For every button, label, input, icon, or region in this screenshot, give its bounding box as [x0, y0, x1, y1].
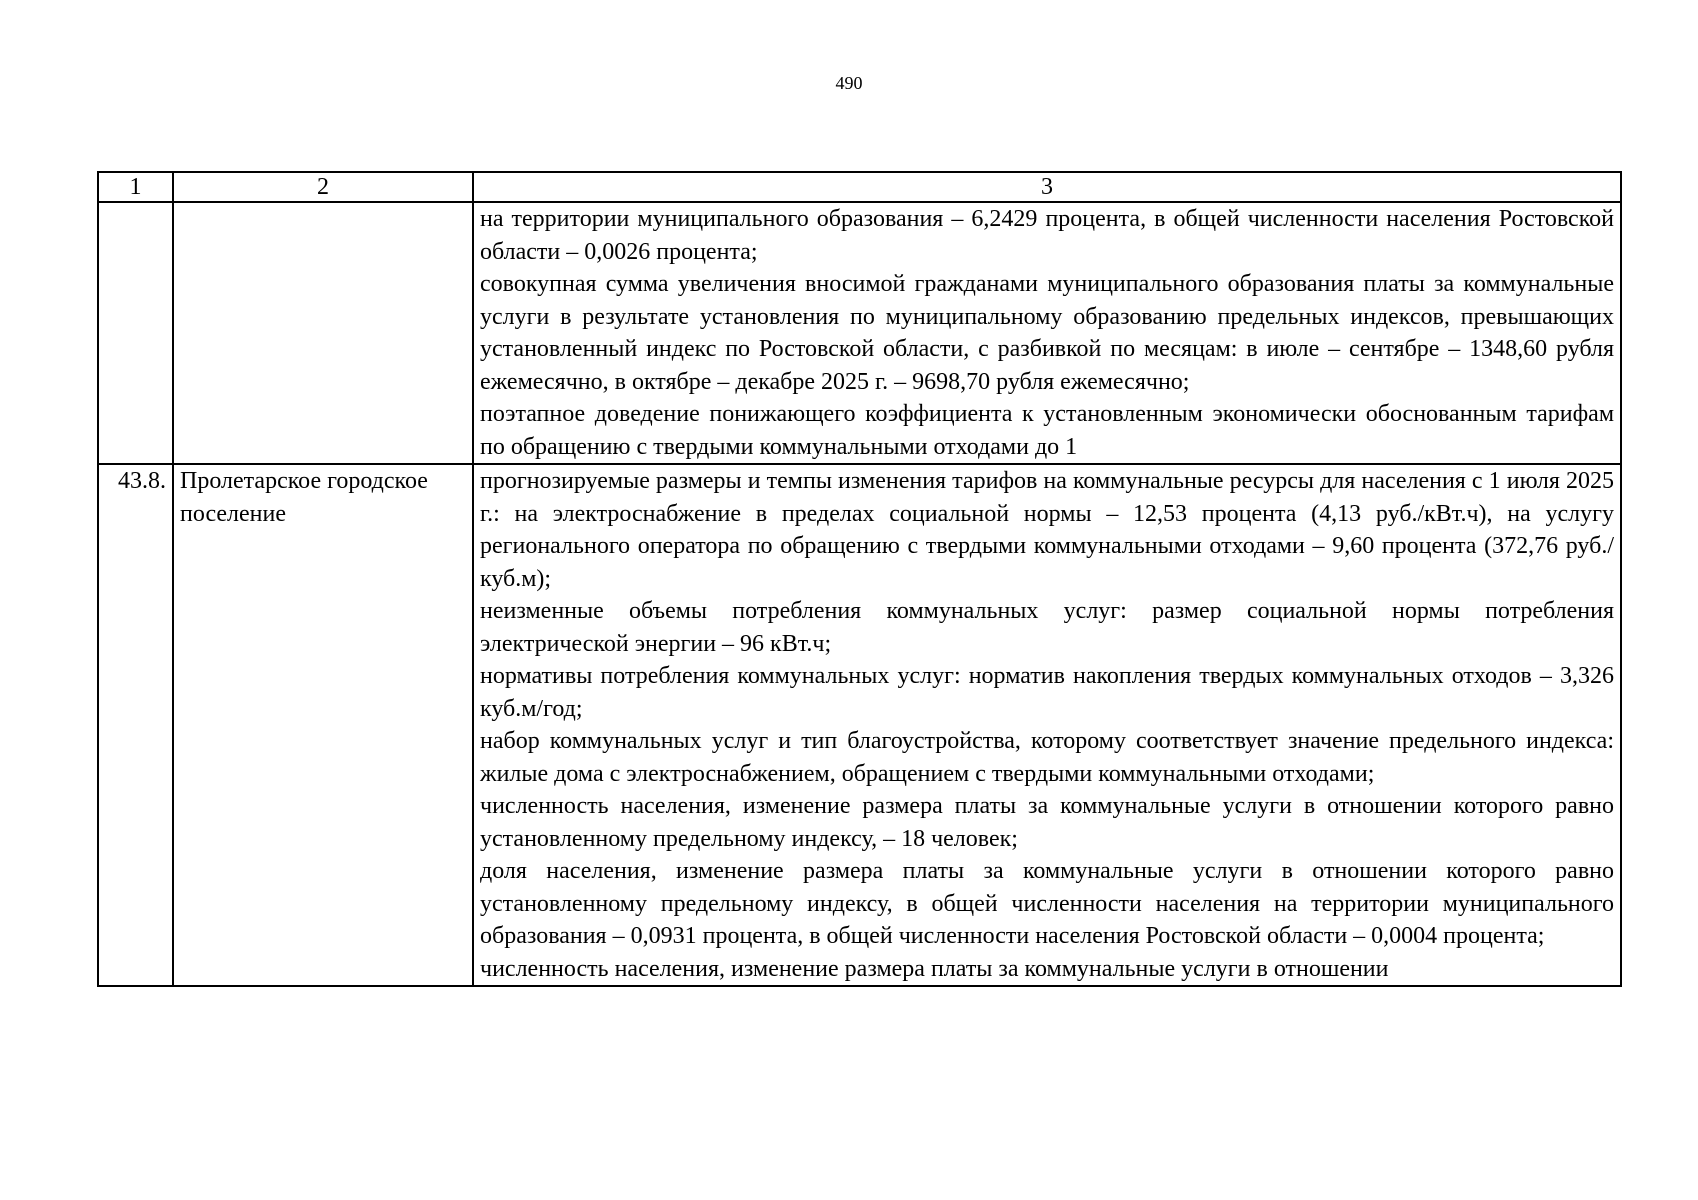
- description-paragraph: численность населения, изменение размера платы за коммунальные услуги в отношении которого равно установленному предельному индексу, – 18 человек;: [480, 793, 1614, 852]
- description-cell: [473, 202, 1621, 464]
- description-paragraph: прогнозируемые размеры и темпы изменения тарифов на коммунальные ресурсы для населения с 1 июля 2025 г.: на электроснабжение в пределах социальной нормы – 12,53 процента (4,13 руб./кВт.ч), на услугу регионального оператора по обращению с твердыми коммунальными отходами – 9,60 процента (372,76 руб./куб.м);: [480, 468, 1614, 592]
- description-paragraph: на территории муниципального образования – 6,2429 процента, в общей численности населения Ростовской области – 0,0026 процента;: [480, 206, 1614, 265]
- header-col-3: 3: [473, 172, 1621, 202]
- page-number: 490: [835, 73, 863, 93]
- table-row: [98, 464, 1621, 986]
- table-header-row: [98, 172, 1621, 202]
- row-number: 43.8.: [98, 464, 173, 986]
- description-paragraph: доля населения, изменение размера платы за коммунальные услуги в отношении которого равно установленному предельному индексу, в общей численности населения на территории муниципального образования – 0,0931 процента, в общей численности населения Ростовской области – 0,0004 процента;: [480, 858, 1614, 949]
- description-paragraph: неизменные объемы потребления коммунальных услуг: размер социальной нормы потребления электрической энергии – 96 кВт.ч;: [480, 598, 1614, 657]
- description-cell: [473, 464, 1621, 986]
- description-paragraph: набор коммунальных услуг и тип благоустройства, которому соответствует значение предельного индекса: жилые дома с электроснабжением, обращением с твердыми коммунальными отходами;: [480, 728, 1614, 787]
- description-paragraph: численность населения, изменение размера платы за коммунальные услуги в отношении: [480, 955, 1389, 982]
- tariff-table: [97, 171, 1622, 987]
- row-number: [98, 202, 173, 464]
- municipality-name: [173, 202, 473, 464]
- description-paragraph: нормативы потребления коммунальных услуг: норматив накопления твердых коммунальных отходов – 3,326 куб.м/год;: [480, 663, 1614, 722]
- header-col-2: 2: [173, 172, 473, 202]
- header-col-1: 1: [98, 172, 173, 202]
- description-paragraph: совокупная сумма увеличения вносимой гражданами муниципального образования платы за коммунальные услуги в результате установления по муниципальному образованию предельных индексов, превышающих установленный индекс по Ростовской области, с разбивкой по месяцам: в июле – сентябре – 1348,60 рубля ежемесячно, в октябре – декабре 2025 г. – 9698,70 рубля ежемесячно;: [480, 271, 1614, 395]
- description-paragraph: поэтапное доведение понижающего коэффициента к установленным экономически обоснованным тарифам по обращению с твердыми коммунальными отходами до 1: [480, 401, 1614, 460]
- table-row: [98, 202, 1621, 464]
- municipality-name: Пролетарское городское поселение: [173, 464, 473, 986]
